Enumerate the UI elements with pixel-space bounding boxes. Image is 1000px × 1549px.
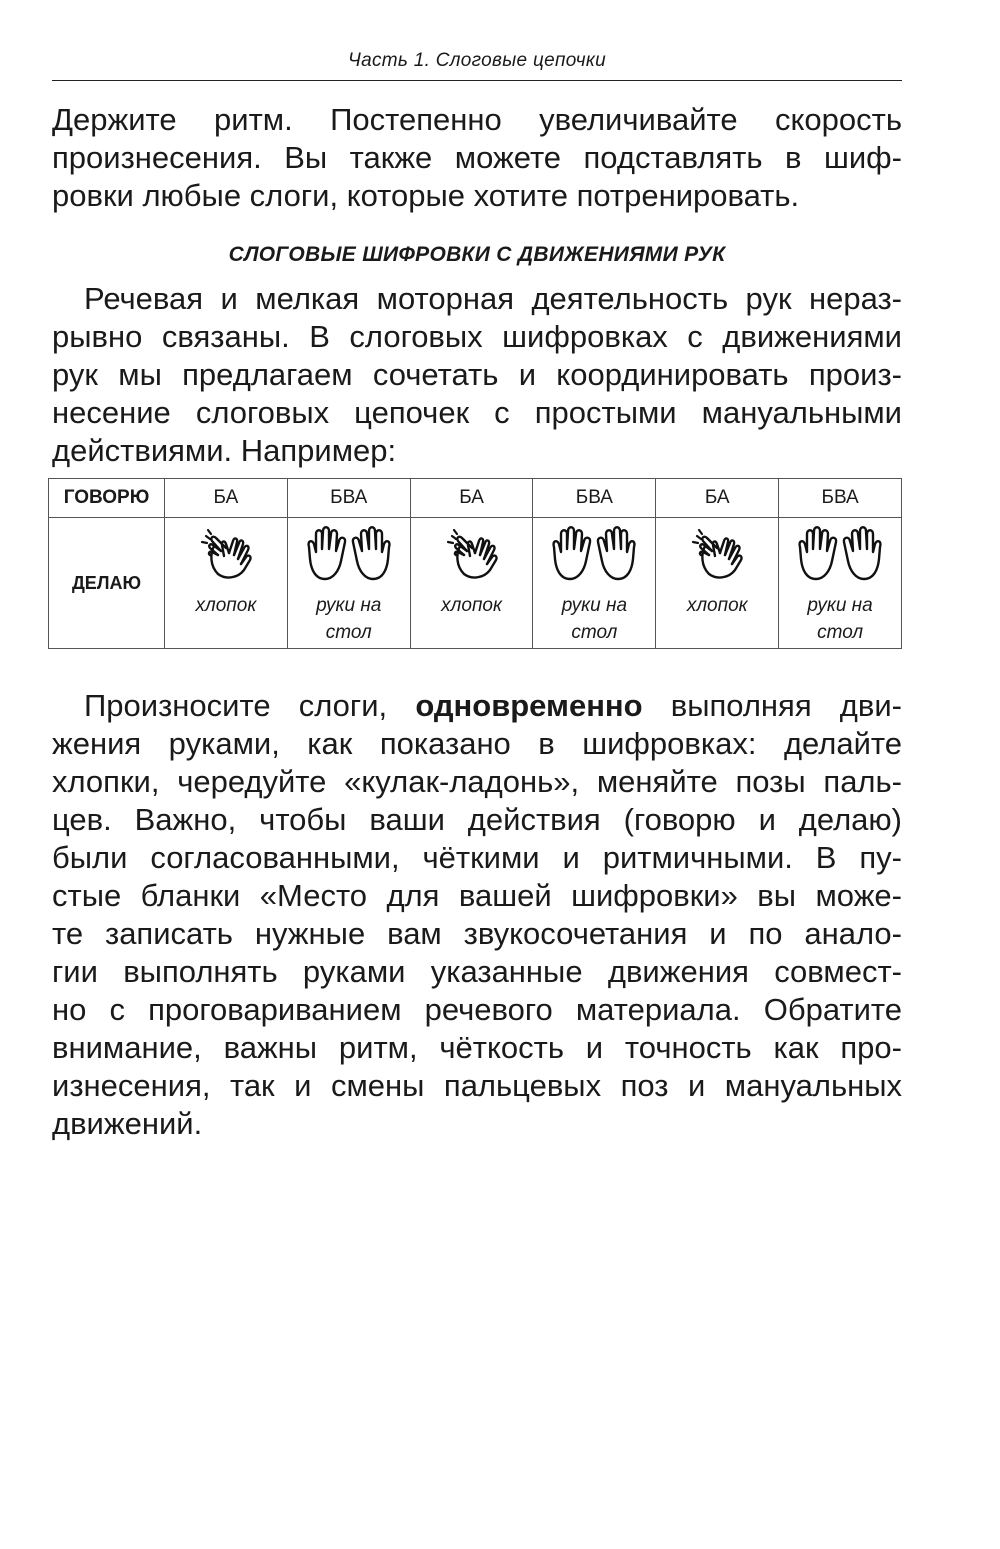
text-line: несение слоговых цепочек с простыми мануальными (52, 395, 902, 430)
text-line: гии выполнять руками указанные движения совмест- (52, 954, 902, 989)
text-line: цев. Важно, чтобы ваши действия (говорю и делаю) (52, 802, 902, 837)
description-paragraph (52, 280, 902, 470)
say-label: ГОВОРЮ (49, 479, 165, 518)
text-line (52, 687, 902, 725)
text-line: рывно связаны. В слоговых шифровках с движениями (52, 319, 902, 354)
caption-line: руки на (561, 595, 628, 616)
text-segment: Произносите слоги, (84, 688, 416, 723)
syllable-cell: БА (656, 479, 779, 518)
text-line: внимание, важны ритм, чёткость и точность как про- (52, 1030, 902, 1065)
caption-line: стол (817, 622, 864, 643)
syllable-cell: БВА (287, 479, 410, 518)
caption-line: руки на (807, 595, 873, 616)
action-caption (656, 590, 779, 649)
text-line: стые бланки «Место для вашей шифровки» вы може- (52, 878, 902, 913)
running-head: Часть 1. Слоговые цепочки (347, 50, 607, 71)
caption-line: руки на (316, 595, 382, 616)
hands-on-table-icon (779, 518, 902, 591)
syllable-cell: БВА (779, 479, 902, 518)
clap-icon (410, 518, 533, 591)
action-caption (287, 590, 410, 649)
syllable-cell: БА (165, 479, 288, 518)
syllable-cell: БА (410, 479, 533, 518)
hands-on-table-icon (533, 518, 656, 591)
do-icons-row (49, 518, 902, 591)
action-caption (165, 590, 288, 649)
text-line: ровки любые слоги, которые хотите потренировать. (52, 178, 800, 213)
instructions-paragraph (52, 687, 902, 1143)
text-line: жения руками, как показано в шифровках: делайте (52, 726, 902, 761)
text-line: изнесения, так и смены пальцевых поз и мануальных (52, 1068, 902, 1103)
clap-icon (656, 518, 779, 591)
text-line: Речевая и мелкая моторная деятельность рук нераз- (84, 281, 902, 316)
text-line: рук мы предлагаем сочетать и координировать произ- (52, 357, 902, 392)
caption-line: хлопок (441, 595, 502, 616)
action-caption (779, 590, 902, 649)
section-title: СЛОГОВЫЕ ШИФРОВКИ С ДВИЖЕНИЯМИ РУК (228, 243, 726, 266)
text-line: произнесения. Вы также можете подставлять в шиф- (52, 140, 902, 175)
hands-on-table-icon (287, 518, 410, 591)
text-line: движений. (52, 1106, 203, 1141)
do-label: ДЕЛАЮ (49, 518, 165, 649)
text-line: те записать нужные вам звукосочетания и по анало- (52, 916, 902, 951)
do-captions-row (49, 590, 902, 649)
caption-line: стол (325, 622, 372, 643)
say-row (49, 479, 902, 518)
text-line: Держите ритм. Постепенно увеличивайте скорость (52, 102, 902, 137)
caption-line: хлопок (195, 595, 257, 616)
text-line: хлопки, чередуйте «кулак-ладонь», меняйте позы паль- (52, 764, 902, 799)
action-caption (533, 590, 656, 649)
emphasis-word: одновременно (415, 688, 643, 723)
action-caption (410, 590, 533, 649)
text-line: но с проговариванием речевого материала. Обратите (52, 992, 902, 1027)
text-line: действиями. Например: (52, 433, 397, 468)
clap-icon (165, 518, 288, 591)
text-segment: выполняя дви- (642, 688, 902, 723)
syllable-code-table (48, 478, 902, 649)
caption-line: хлопок (686, 595, 748, 616)
text-line: были согласованными, чёткими и ритмичными. В пу- (52, 840, 902, 875)
header-rule (52, 80, 902, 81)
caption-line: стол (571, 622, 618, 643)
syllable-cell: БВА (533, 479, 656, 518)
intro-paragraph (52, 101, 902, 215)
